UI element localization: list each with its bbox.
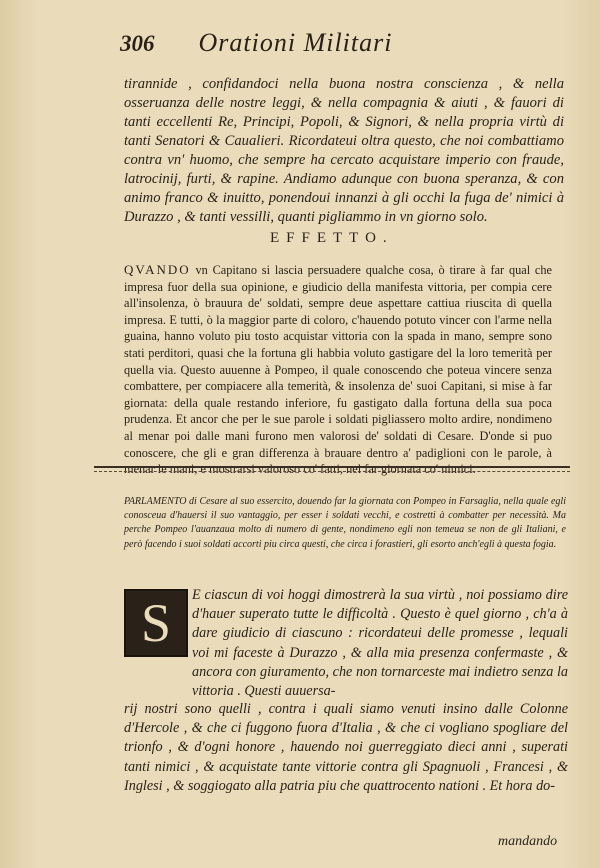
argument-paragraph: PARLAMENTO di Cesare al suo essercito, douendo far la giornata con Pompeo in Farsaglia, nella quale egli conosceua d'hauersi il suo vantaggio, per esser i soldati vecchi, e costretti à combatter per necessità. Ma perche Pompeo l'auanzaua molto di numero di gente, nondimeno egli non temeua se non de gli Italiani, e però facendo i suoi soldati accorti piu circa questi, che circa i forastieri, gli esorto anch'egli à questa fogia. <box>124 496 566 550</box>
page-header <box>120 28 460 58</box>
page-number: 306 <box>120 31 155 56</box>
catchword: mandando <box>498 834 558 849</box>
section-rule-thin <box>94 471 570 472</box>
effetto-first-word: QVANDO <box>124 262 191 277</box>
initial-letter: S <box>140 593 172 653</box>
speech-opening: E ciascun di voi hoggi dimostrerà la sua virtù , noi possiamo dire d'hauer superato tutte le difficoltà . Questo è quel giorno , ch'a à dare giudicio di ciascuno : ricordateui delle promesse , lequali voi mi faceste à Durazzo , & alla mia presenza confermaste , & ancora con giuramento, che non tornarceste mai indietro senza la vittoria . Questi auuersa- <box>192 587 568 700</box>
opening-paragraph: tirannide , confidandoci nella buona nostra conscienza , & nella osseruanza delle nostre leggi, & nella compagnia & aiuti , & fauori di tanti eccellenti Re, Principi, Popoli, & Signori, & nella propria virtù di tanti Senatori & Caualieri. Ricordateui oltra questo, che noi combattiamo contra vn' huomo, che sempre ha cercato acquistare imperio con fraude, latrocinij, furti, & rapine. Andiamo adunque con buona speranza, & con animo franco & inuitto, ponendoui innanzi à gli occhi la fuga de' nimici à Durazzo , & tanti vessilli, quanti pigliammo in vn giorno solo. <box>124 76 564 225</box>
effetto-text: vn Capitano si lascia persuadere qualche cosa, ò tirare à far qual che impresa fuor della sua opinione, e giudicio della manifesta vittoria, per compia cere all'insolenza, ò brauura de' soldati, sempre deue aspettare cattiua riuscita di quella impresa. E tutti, ò la maggior parte di coloro, c'hauendo potuto vincer con l'arme nella guaina, hanno voluto piu tosto acquistar vittoria con la spada in mano, sempre sono stati perditori, quasi che la fortuna gli habbia voluto gastigare del la loro temerità per quella via. Questo auuenne à Pompeo, il quale conoscendo che poteua vincere senza combattere, per compiacere alla temerità, & insolenza de' suoi Capitani, si mise à far giornata: della quale restando inferiore, fu gastigato dalla fortuna della sua poca prudenza. Et ancor che per le sue parole i soldati pigliassero molto ardire, nondimeno al menar poi dalle mani furono men valorosi de' soldati di Cesare. D'onde si puo conoscere, che gli e gran differenza à brauare dentro a' padiglioni con le parole, à menar le mani, e mostrarsi valoroso co' fatti, nel far giornata co' nimici. <box>124 263 552 477</box>
effetto-paragraph <box>124 262 552 478</box>
running-title: Orationi Militari <box>198 28 393 57</box>
section-heading: EFFETTO. <box>270 230 394 246</box>
decorated-initial <box>124 589 188 657</box>
section-rule <box>94 466 570 468</box>
speech-body: rij nostri sono quelli , contra i quali siamo venuti insino dalle Colonne d'Hercole , & che ci fuggono fuora d'Italia , & che ci vogliano spogliare del trionfo , & d'ogni honore , hauendo noi guerreggiato dieci anni , superati tanti nimici , & acquistate tante vittorie contra gli Spagnuoli , Francesi , & Inglesi , & soggiogato alla patria piu che quattrocento nationi . Et hora do- <box>124 701 568 794</box>
